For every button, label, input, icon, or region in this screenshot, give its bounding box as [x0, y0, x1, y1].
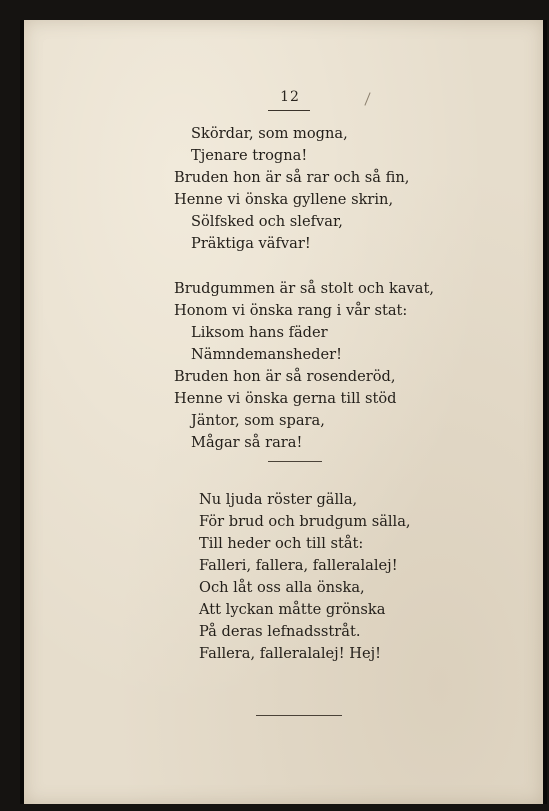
- stanza-2-line-3: Liksom hans fäder: [191, 324, 328, 341]
- stanza-1-line-2: Tjenare trogna!: [191, 147, 308, 164]
- stanza-1-line-6: Präktiga väfvar!: [191, 235, 311, 252]
- stanza-3-line-7: På deras lefnadsstråt.: [199, 623, 361, 640]
- stanza-2-line-8: Mågar så rara!: [191, 434, 303, 451]
- stanza-3-line-6: Att lyckan måtte grönska: [199, 601, 386, 618]
- stanza-1-line-1: Skördar, som mogna,: [191, 125, 348, 142]
- stanza-2-line-7: Jäntor, som spara,: [191, 412, 325, 429]
- stanza-3-line-2: För brud och brudgum sälla,: [199, 513, 411, 530]
- right-page-edge: [543, 20, 547, 804]
- end-rule: [256, 715, 342, 716]
- section-divider-rule: [268, 461, 322, 462]
- stanza-2-line-4: Nämndemansheder!: [191, 346, 342, 363]
- stanza-2-line-1: Brudgummen är så stolt och kavat,: [174, 280, 434, 297]
- stanza-3-line-8: Fallera, falleralalej! Hej!: [199, 645, 381, 662]
- stanza-3-line-1: Nu ljuda röster gälla,: [199, 491, 358, 508]
- stanza-3-line-3: Till heder och till ståt:: [199, 535, 364, 552]
- stanza-1-line-3: Bruden hon är så rar och så fin,: [174, 169, 410, 186]
- stanza-1-line-4: Henne vi önska gyllene skrin,: [174, 191, 394, 208]
- stanza-3-line-4: Falleri, fallera, falleralalej!: [199, 557, 398, 574]
- page-number-underline: [268, 110, 310, 111]
- page-number: 12: [280, 89, 300, 105]
- stanza-2-line-6: Henne vi önska gerna till stöd: [174, 390, 397, 407]
- stanza-2-line-2: Honom vi önska rang i vår stat:: [174, 302, 408, 319]
- stanza-3-line-5: Och låt oss alla önska,: [199, 579, 365, 596]
- stanza-1-line-5: Sölfsked och slefvar,: [191, 213, 343, 230]
- stanza-2-line-5: Bruden hon är så rosenderöd,: [174, 368, 396, 385]
